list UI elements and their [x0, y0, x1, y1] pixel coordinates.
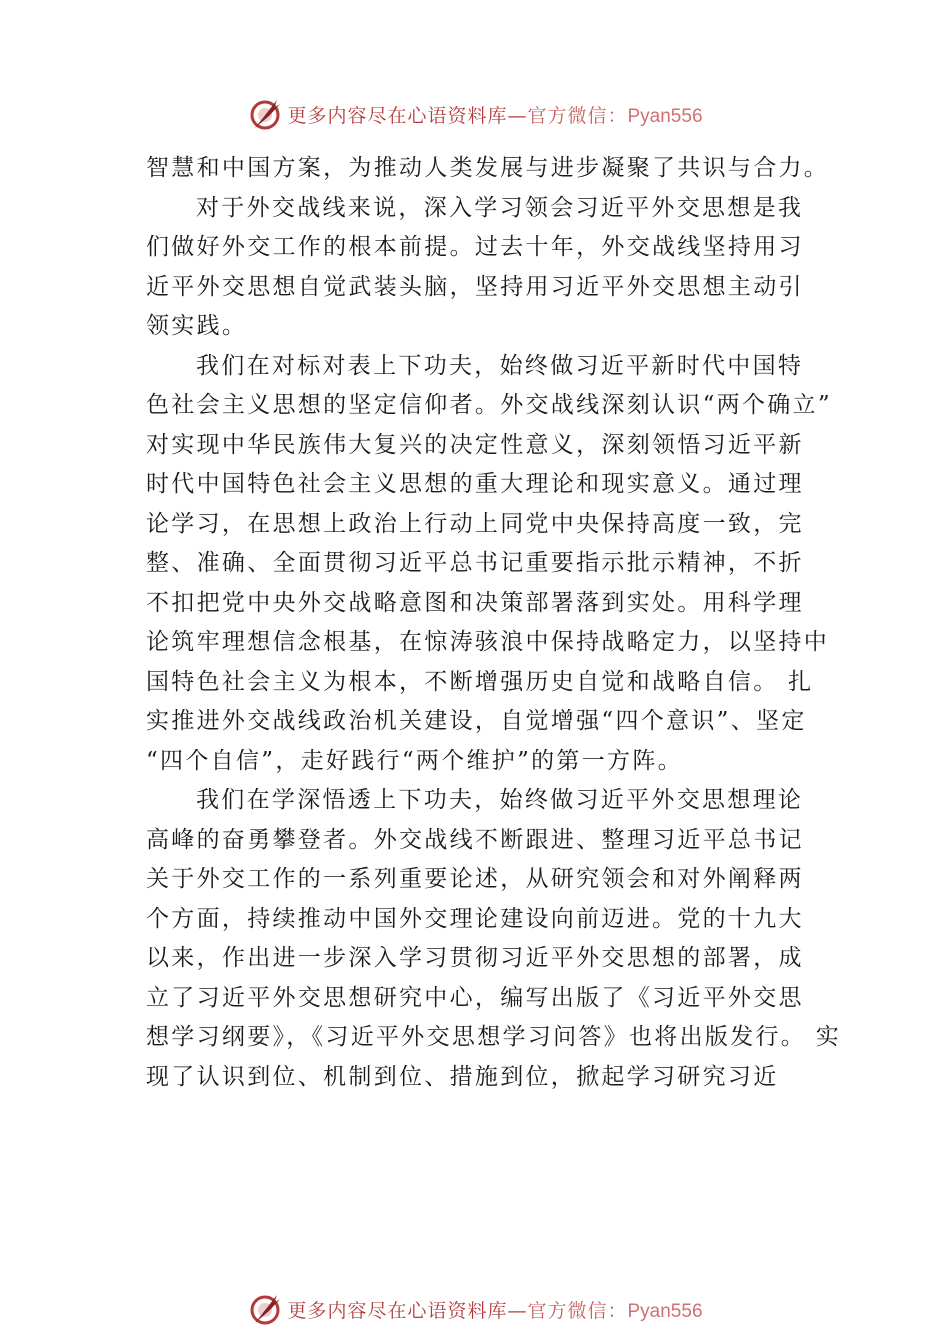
text-line: 国特色社会主义为根本，不断增强历史自觉和战略自信。 扎 — [146, 668, 814, 695]
banner-main: 更多内容尽在心语资料库 — [287, 1299, 508, 1322]
text-line: 近平外交思想自觉武装头脑，坚持用习近平外交思想主动引 — [146, 273, 804, 300]
banner-wechat-id: Pyan556 — [627, 105, 703, 127]
text-line: 对实现中华民族伟大复兴的决定性意义，深刻领悟习近平新 — [146, 431, 804, 458]
text-line: 立了习近平外交思想研究中心，编写出版了《习近平外交思 — [146, 984, 804, 1011]
banner-text — [287, 1296, 702, 1323]
text-line: 领实践。 — [146, 313, 248, 339]
text-line: 对于外交战线来说，深入学习领会习近平外交思想是我 — [196, 194, 804, 221]
banner-dash: — — [507, 104, 528, 127]
quill-seal-logo-icon — [247, 96, 283, 132]
banner-text — [287, 101, 702, 128]
banner-wechat-id: Pyan556 — [627, 1300, 703, 1322]
text-line: 整、准确、全面贯彻习近平总书记重要指示批示精神，不折 — [146, 550, 804, 576]
text-line: 们做好外交工作的根本前提。过去十年，外交战线坚持用习 — [146, 234, 804, 260]
header-banner — [0, 94, 950, 134]
text-line: 实推进外交战线政治机关建设，自觉增强“四个意识”、坚定 — [146, 708, 807, 734]
document-body — [146, 149, 842, 1097]
text-line: 我们在对标对表上下功夫，始终做习近平新时代中国特 — [196, 352, 804, 379]
banner-wechat-label: 官方微信： — [527, 104, 628, 127]
text-line: “四个自信”，走好践行“两个维护”的第一方阵。 — [146, 747, 683, 774]
text-line: 以来，作出进一步深入学习贯彻习近平外交思想的部署，成 — [146, 945, 804, 971]
text-line: 论学习，在思想上政治上行动上同党中央保持高度一致，完 — [146, 510, 804, 537]
text-line: 时代中国特色社会主义思想的重大理论和现实意义。通过理 — [146, 471, 804, 497]
text-line: 论筑牢理想信念根基，在惊涛骇浪中保持战略定力，以坚持中 — [146, 629, 830, 655]
quill-seal-logo-icon — [247, 1291, 283, 1327]
text-line: 我们在学深悟透上下功夫，始终做习近平外交思想理论 — [196, 787, 804, 813]
text-line: 色社会主义思想的坚定信仰者。外交战线深刻认识“两个确立” — [146, 392, 832, 418]
text-line: 现了认识到位、机制到位、措施到位，掀起学习研究习近 — [146, 1063, 779, 1090]
text-line: 智慧和中国方案，为推动人类发展与进步凝聚了共识与合力。 — [146, 155, 830, 181]
banner-wechat-label: 官方微信： — [527, 1299, 628, 1322]
text-line: 关于外交工作的一系列重要论述，从研究领会和对外阐释两 — [146, 866, 804, 892]
text-line: 不扣把党中央外交战略意图和决策部署落到实处。用科学理 — [146, 589, 804, 616]
text-line: 个方面，持续推动中国外交理论建设向前迈进。党的十九大 — [146, 905, 804, 932]
text-line: 想学习纲要》，《习近平外交思想学习问答》也将出版发行。 实 — [146, 1024, 842, 1050]
footer-banner — [0, 1289, 950, 1329]
text-line: 高峰的奋勇攀登者。外交战线不断跟进、整理习近平总书记 — [146, 826, 804, 853]
banner-main: 更多内容尽在心语资料库 — [287, 104, 508, 127]
banner-dash: — — [507, 1299, 528, 1322]
